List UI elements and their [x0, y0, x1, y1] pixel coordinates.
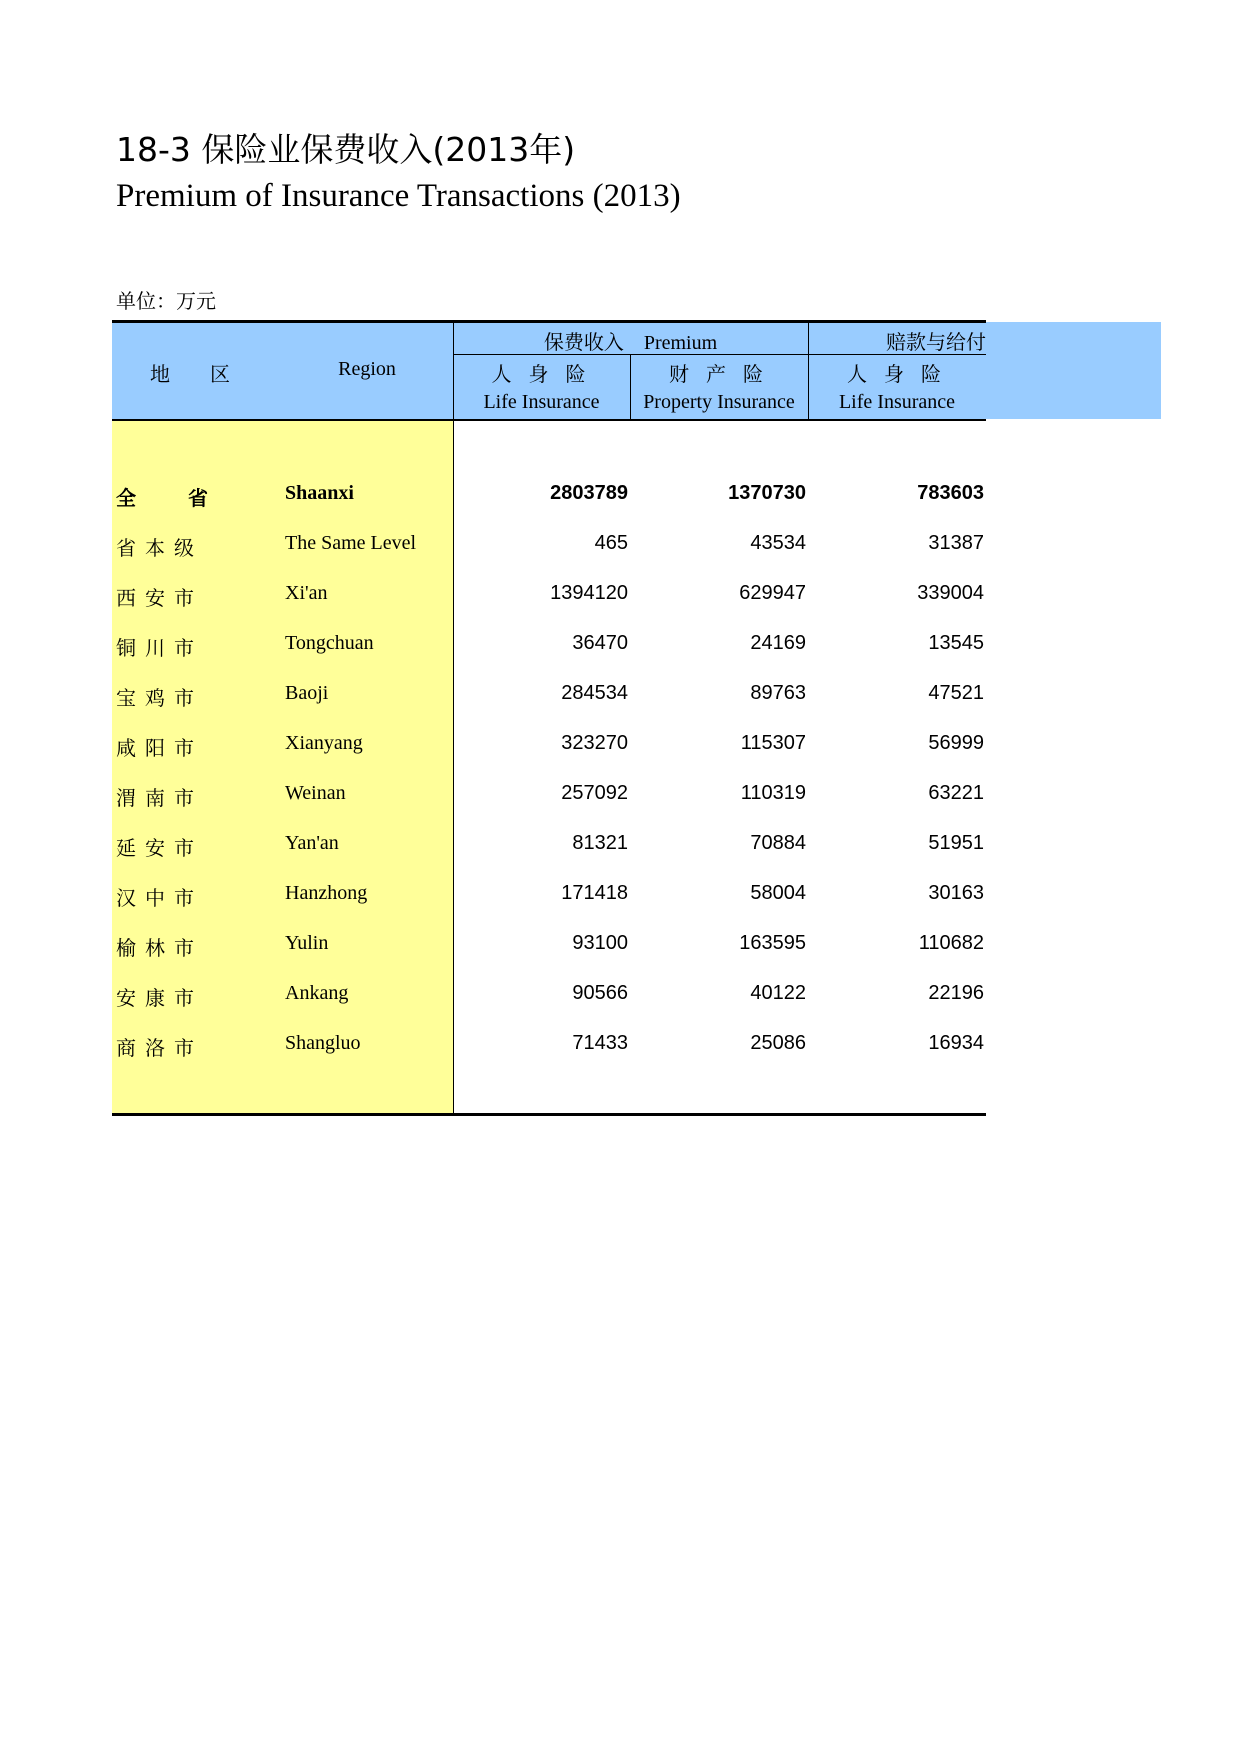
header-col3-english: Life Insurance — [838, 391, 956, 413]
region-name-chinese: 安康市 — [116, 988, 203, 1010]
life-insurance-claims: 56999 — [928, 732, 984, 754]
top-rule — [112, 320, 986, 323]
header-premium-group: 保费收入 Premium — [543, 332, 718, 354]
table-row — [0, 732, 1240, 772]
table-row — [0, 882, 1240, 922]
life-insurance-claims: 13545 — [928, 632, 984, 654]
header-col2-chinese: 财 产 险 — [669, 364, 769, 386]
region-name-english: Tongchuan — [285, 632, 374, 654]
region-name-chinese: 宝鸡市 — [116, 688, 203, 710]
region-name-chinese: 西安市 — [116, 588, 203, 610]
table-row — [0, 832, 1240, 872]
property-insurance-premium: 24169 — [750, 632, 806, 654]
header-col1-english: Life Insurance — [483, 391, 600, 413]
life-insurance-claims: 51951 — [928, 832, 984, 854]
region-name-english: Weinan — [285, 782, 346, 804]
property-insurance-premium: 1370730 — [728, 482, 806, 504]
life-insurance-premium: 284534 — [561, 682, 628, 704]
life-insurance-premium: 323270 — [561, 732, 628, 754]
region-name-english: Ankang — [285, 982, 349, 1004]
region-name-english: Xi'an — [285, 582, 328, 604]
life-insurance-premium: 93100 — [572, 932, 628, 954]
region-name-chinese: 渭南市 — [116, 788, 203, 810]
property-insurance-premium: 110319 — [740, 782, 806, 804]
region-name-chinese: 省本级 — [116, 538, 203, 560]
region-name-chinese: 榆林市 — [116, 938, 203, 960]
header-bottom-rule — [112, 419, 986, 421]
region-name-chinese: 全 省 — [116, 488, 217, 510]
life-insurance-claims: 63221 — [928, 782, 984, 804]
region-name-chinese: 商洛市 — [116, 1038, 203, 1060]
table-title-chinese: 18-3 保险业保费收入(2013年) — [116, 130, 576, 169]
life-insurance-claims: 783603 — [917, 482, 984, 504]
life-insurance-claims: 339004 — [917, 582, 984, 604]
region-name-english: Yan'an — [285, 832, 339, 854]
table-row — [0, 532, 1240, 572]
life-insurance-premium: 465 — [594, 532, 628, 554]
life-insurance-claims: 16934 — [928, 1032, 984, 1054]
header-col1-chinese: 人 身 险 — [491, 364, 592, 386]
header-region-english: Region — [338, 358, 396, 380]
life-insurance-claims: 22196 — [928, 982, 984, 1004]
region-name-english: Baoji — [285, 682, 329, 704]
table-row — [0, 932, 1240, 972]
life-insurance-premium: 81321 — [572, 832, 628, 854]
property-insurance-premium: 43534 — [750, 532, 806, 554]
bottom-rule — [112, 1113, 986, 1116]
property-insurance-premium: 163595 — [739, 932, 806, 954]
header-region-chinese: 地 区 — [150, 364, 230, 386]
life-insurance-premium: 71433 — [572, 1032, 628, 1054]
region-name-english: Hanzhong — [285, 882, 368, 904]
table-row — [0, 782, 1240, 822]
header-col2-english: Property Insurance — [643, 391, 795, 413]
table-row — [0, 982, 1240, 1022]
life-insurance-premium: 257092 — [561, 782, 628, 804]
property-insurance-premium: 40122 — [750, 982, 806, 1004]
region-name-english: The Same Level — [285, 532, 417, 554]
property-insurance-premium: 25086 — [750, 1032, 806, 1054]
property-insurance-premium: 115307 — [740, 732, 806, 754]
header-claims-group: 赔款与给付 — [886, 332, 986, 354]
region-name-chinese: 汉中市 — [116, 888, 203, 910]
region-name-chinese: 延安市 — [116, 838, 203, 860]
life-insurance-premium: 36470 — [572, 632, 628, 654]
unit-label: 单位：万元 — [116, 291, 216, 313]
life-insurance-premium: 171418 — [561, 882, 628, 904]
region-name-english: Shangluo — [285, 1032, 361, 1054]
table-row — [0, 682, 1240, 722]
property-insurance-premium: 70884 — [750, 832, 806, 854]
region-name-english: Shaanxi — [285, 482, 354, 504]
life-insurance-premium: 2803789 — [550, 482, 628, 504]
region-name-english: Yulin — [285, 932, 329, 954]
table-title-english: Premium of Insurance Transactions (2013) — [116, 178, 681, 214]
life-insurance-claims: 110682 — [918, 932, 984, 954]
header-col3-chinese: 人 身 险 — [847, 364, 947, 386]
table-row — [0, 1032, 1240, 1072]
property-insurance-premium: 629947 — [739, 582, 806, 604]
table-row — [0, 632, 1240, 672]
life-insurance-claims: 31387 — [928, 532, 984, 554]
region-name-chinese: 铜川市 — [116, 638, 203, 660]
table-row — [0, 582, 1240, 622]
life-insurance-premium: 1394120 — [550, 582, 628, 604]
table-row — [0, 482, 1240, 522]
property-insurance-premium: 58004 — [750, 882, 806, 904]
region-name-chinese: 咸阳市 — [116, 738, 203, 760]
life-insurance-premium: 90566 — [572, 982, 628, 1004]
life-insurance-claims: 30163 — [928, 882, 984, 904]
property-insurance-premium: 89763 — [750, 682, 806, 704]
region-name-english: Xianyang — [285, 732, 363, 754]
life-insurance-claims: 47521 — [928, 682, 984, 704]
